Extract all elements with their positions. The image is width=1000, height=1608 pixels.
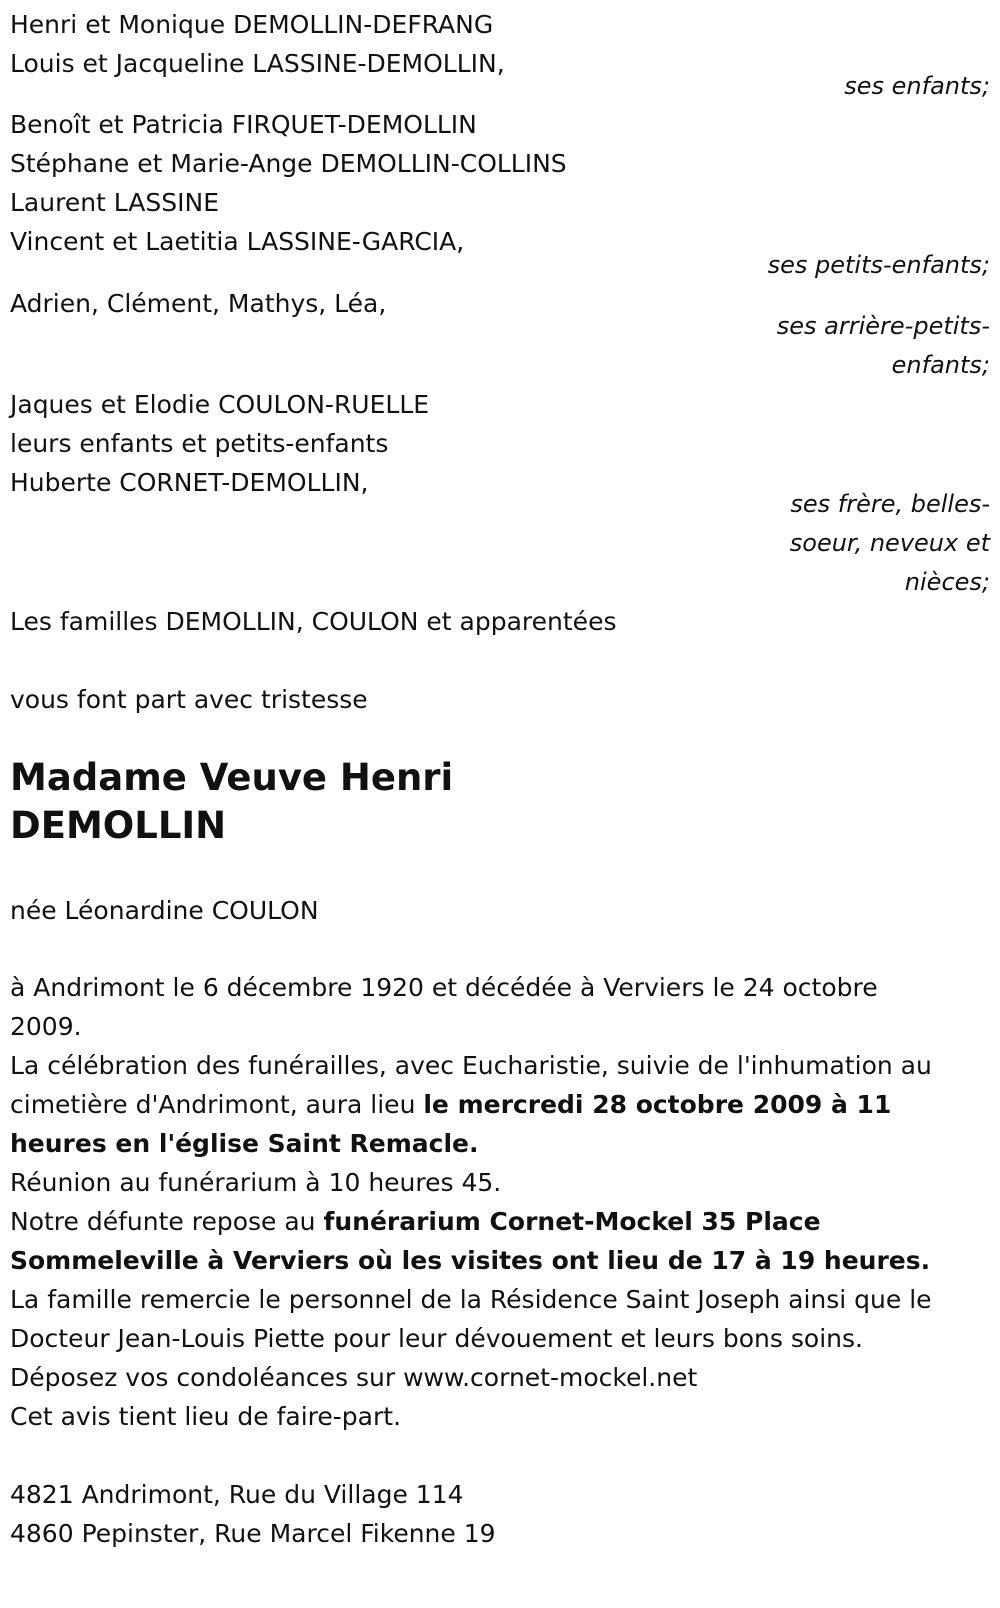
condolences-line: Déposez vos condoléances sur www.cornet-mockel.net [10, 1363, 698, 1392]
celebration-place-bold: heures en l'église Saint Remacle. [10, 1129, 479, 1158]
grandchildren-line-1: Benoît et Patricia FIRQUET-DEMOLLIN [10, 110, 477, 139]
role-siblings-line-2: soeur, neveux et [789, 529, 990, 557]
celebration-line-2-text: cimetière d'Andrimont, aura lieu [10, 1090, 424, 1119]
role-great-grandchildren-line-1: ses arrière-petits- [776, 312, 990, 340]
birth-death-line-1: à Andrimont le 6 décembre 1920 et décédée à Verviers le 24 octobre [10, 973, 878, 1002]
celebration-line-3 [10, 1124, 479, 1164]
siblings-line-1: Jaques et Elodie COULON-RUELLE [10, 390, 430, 419]
repose-line-1 [10, 1202, 821, 1242]
families-line: Les familles DEMOLLIN, COULON et apparentées [10, 607, 617, 636]
meeting-line: Réunion au funérarium à 10 heures 45. [10, 1168, 502, 1197]
birth-death-line-2: 2009. [10, 1012, 82, 1041]
role-great-grandchildren-line-2: enfants; [891, 351, 990, 379]
deceased-title-line-1: Madame Veuve Henri [10, 756, 454, 799]
celebration-line-1: La célébration des funérailles, avec Eucharistie, suivie de l'inhumation au [10, 1051, 932, 1080]
grandchildren-line-2: Stéphane et Marie-Ange DEMOLLIN-COLLINS [10, 149, 567, 178]
repose-visits-bold: Sommeleville à Verviers où les visites ont lieu de 17 à 19 heures. [10, 1246, 931, 1275]
role-children: ses enfants; [844, 72, 990, 100]
great-grandchildren-line: Adrien, Clément, Mathys, Léa, [10, 289, 387, 318]
role-siblings-line-1: ses frère, belles- [790, 490, 990, 518]
thanks-line-1: La famille remercie le personnel de la Résidence Saint Joseph ainsi que le [10, 1285, 932, 1314]
celebration-line-2 [10, 1085, 891, 1125]
repose-line-2 [10, 1241, 930, 1281]
children-line-2: Louis et Jacqueline LASSINE-DEMOLLIN, [10, 49, 505, 78]
grandchildren-line-4: Vincent et Laetitia LASSINE-GARCIA, [10, 227, 465, 256]
born-name-line: née Léonardine COULON [10, 896, 319, 925]
siblings-line-2: leurs enfants et petits-enfants [10, 429, 389, 458]
children-line-1: Henri et Monique DEMOLLIN-DEFRANG [10, 10, 494, 39]
grandchildren-line-3: Laurent LASSINE [10, 188, 220, 217]
role-grandchildren: ses petits-enfants; [767, 251, 990, 279]
siblings-line-3: Huberte CORNET-DEMOLLIN, [10, 468, 369, 497]
announce-line: vous font part avec tristesse [10, 685, 368, 714]
deceased-title-line-2: DEMOLLIN [10, 804, 227, 847]
address-line-1: 4821 Andrimont, Rue du Village 114 [10, 1480, 464, 1509]
celebration-date-bold: le mercredi 28 octobre 2009 à 11 [423, 1090, 892, 1119]
thanks-line-2: Docteur Jean-Louis Piette pour leur dévouement et leurs bons soins. [10, 1324, 863, 1353]
address-line-2: 4860 Pepinster, Rue Marcel Fikenne 19 [10, 1519, 496, 1548]
notice-line: Cet avis tient lieu de faire-part. [10, 1402, 402, 1431]
repose-place-bold: funérarium Cornet-Mockel 35 Place [323, 1207, 821, 1236]
repose-line-1-text: Notre défunte repose au [10, 1207, 324, 1236]
role-siblings-line-3: nièces; [904, 568, 990, 596]
